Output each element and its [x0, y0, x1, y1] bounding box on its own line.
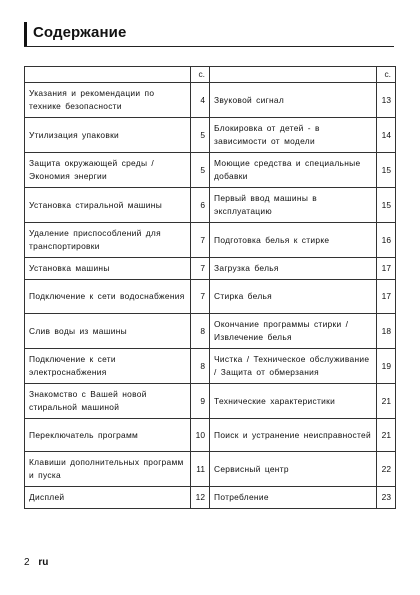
entry-title: Окончание программы стирки / Извлечение белья [210, 314, 377, 349]
header-empty-cell [210, 67, 377, 83]
entry-title: Звуковой сигнал [210, 83, 377, 118]
entry-title: Клавиши дополнительных программ и пуска [25, 452, 191, 487]
contents-row [25, 280, 396, 314]
page-footer [24, 557, 48, 568]
entry-title: Указания и рекомендации по техникe безопасности [25, 83, 191, 118]
page-title: Содержание [33, 24, 127, 41]
entry-title: Установка машины [25, 258, 191, 280]
entry-title: Подключение к сети электроснабжения [25, 349, 191, 384]
entry-page: 5 [191, 153, 210, 188]
entry-page: 23 [377, 487, 396, 509]
entry-page: 17 [377, 280, 396, 314]
contents-row [25, 258, 396, 280]
header-accent-bar [24, 22, 27, 46]
entry-title: Потребление [210, 487, 377, 509]
entry-page: 4 [191, 83, 210, 118]
page-number: 2 [24, 557, 30, 568]
entry-page: 15 [377, 153, 396, 188]
entry-page: 14 [377, 118, 396, 153]
entry-page: 9 [191, 384, 210, 419]
language-code: ru [38, 557, 49, 568]
entry-title: Сервисный центр [210, 452, 377, 487]
entry-page: 22 [377, 452, 396, 487]
entry-page: 18 [377, 314, 396, 349]
entry-title: Загрузка белья [210, 258, 377, 280]
contents-row [25, 487, 396, 509]
contents-row [25, 83, 396, 118]
entry-title: Слив воды из машины [25, 314, 191, 349]
entry-title: Чистка / Техническое обслуживание / Защита от обмерзания [210, 349, 377, 384]
entry-page: 16 [377, 223, 396, 258]
entry-page: 15 [377, 188, 396, 223]
contents-table [24, 66, 396, 509]
contents-row [25, 118, 396, 153]
page-column-label: с. [191, 67, 210, 83]
contents-row [25, 223, 396, 258]
page-header [24, 22, 394, 47]
entry-page: 6 [191, 188, 210, 223]
entry-title: Моющие средства и специальные добавки [210, 153, 377, 188]
entry-page: 11 [191, 452, 210, 487]
entry-title: Блокировка от детей - в зависимости от модели [210, 118, 377, 153]
entry-page: 5 [191, 118, 210, 153]
entry-page: 10 [191, 419, 210, 452]
contents-row [25, 419, 396, 452]
header-empty-cell [25, 67, 191, 83]
entry-title: Знакомство с Вашей новой стиральной машиной [25, 384, 191, 419]
contents-row [25, 384, 396, 419]
entry-title: Переключатель программ [25, 419, 191, 452]
contents-row [25, 188, 396, 223]
entry-page: 21 [377, 384, 396, 419]
entry-title: Дисплей [25, 487, 191, 509]
page-column-label: с. [377, 67, 396, 83]
entry-title: Подключение к сети водоснабжения [25, 280, 191, 314]
entry-title: Подготовка белья к стирке [210, 223, 377, 258]
entry-title: Защита окружающей среды / Экономия энергии [25, 153, 191, 188]
contents-row [25, 349, 396, 384]
entry-title: Утилизация упаковки [25, 118, 191, 153]
entry-title: Первый ввод машины в эксплуатацию [210, 188, 377, 223]
entry-title: Стирка белья [210, 280, 377, 314]
entry-title: Удаление приспособлений для транспортировки [25, 223, 191, 258]
entry-page: 7 [191, 223, 210, 258]
entry-page: 7 [191, 258, 210, 280]
entry-title: Поиск и устранение неисправностей [210, 419, 377, 452]
entry-page: 13 [377, 83, 396, 118]
entry-page: 8 [191, 314, 210, 349]
contents-row [25, 153, 396, 188]
entry-page: 19 [377, 349, 396, 384]
entry-title: Технические характеристики [210, 384, 377, 419]
entry-page: 21 [377, 419, 396, 452]
entry-page: 7 [191, 280, 210, 314]
contents-row [25, 452, 396, 487]
contents-row [25, 314, 396, 349]
entry-title: Установка стиральной машины [25, 188, 191, 223]
entry-page: 8 [191, 349, 210, 384]
entry-page: 12 [191, 487, 210, 509]
contents-header-row [25, 67, 396, 83]
entry-page: 17 [377, 258, 396, 280]
